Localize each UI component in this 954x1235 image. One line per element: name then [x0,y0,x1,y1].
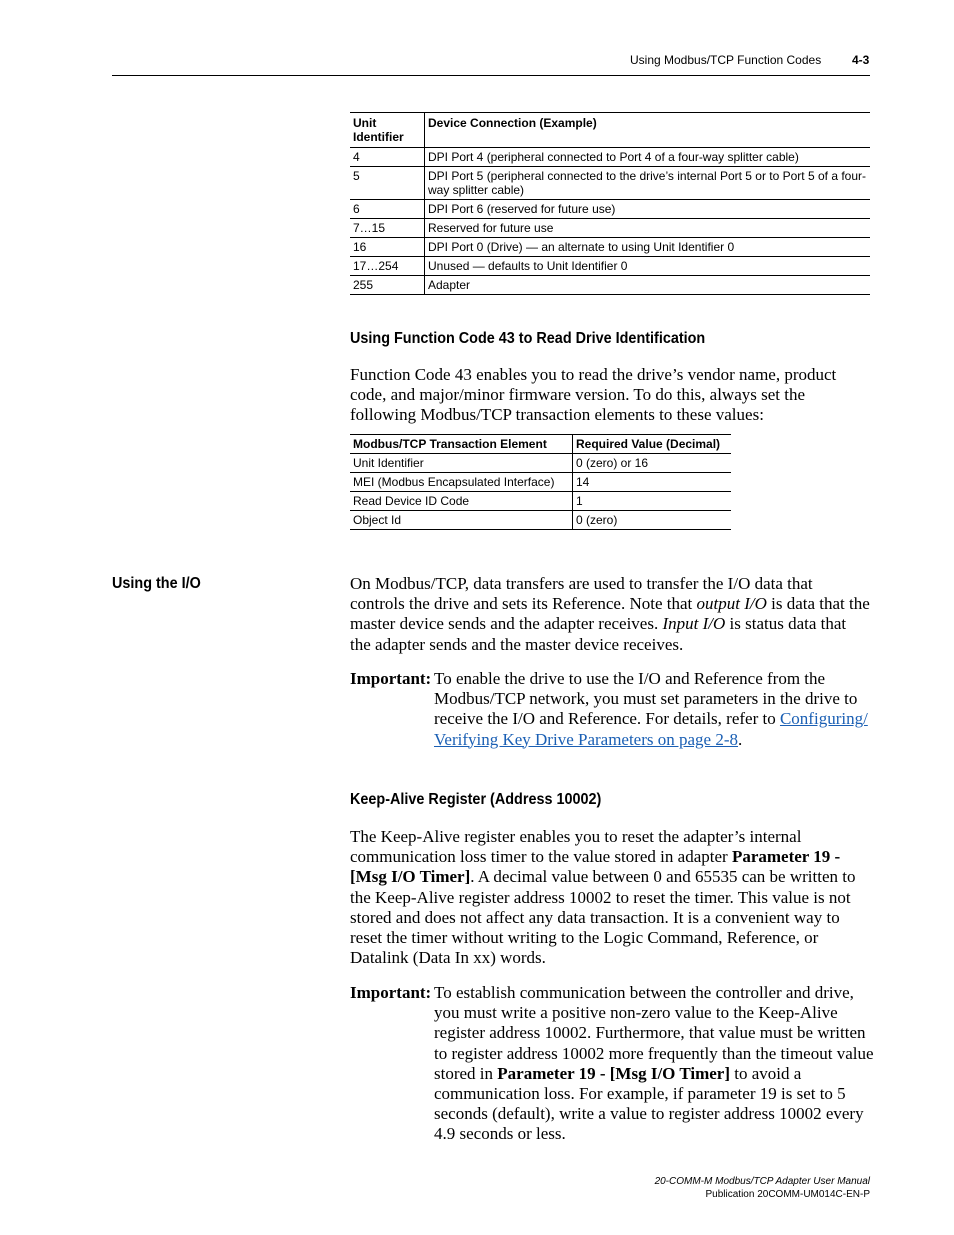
running-header-title: Using Modbus/TCP Function Codes [630,53,822,67]
table-row [350,492,731,511]
footer-publication-number: Publication 20COMM-UM014C-EN-P [705,1189,870,1200]
table-cell: Unit Identifier [350,454,573,473]
table-cell: 0 (zero) or 16 [576,456,649,470]
function-code-43-paragraph: Function Code 43 enables you to read the drive’s vendor name, product code, and major/minor firmware version. To do this, always set the following Modbus/TCP transaction elements to these values: [350,365,837,425]
table-row [350,276,870,295]
important-note-io [350,669,876,753]
parameter-reference: Parameter 19 - [Msg I/O Timer] [497,1063,731,1083]
configuring-key-drive-parameters-link[interactable]: Configuring/ Verifying Key Drive Parameters on page 2-8 [434,709,868,749]
table-row [350,238,870,257]
table-cell: 0 (zero) [576,513,618,527]
table-cell: 4 [350,148,425,167]
table-header-cell: Unit Identifier [350,113,425,148]
table-header-row [350,113,870,148]
table-cell: 17…254 [350,257,425,276]
text-run: The Keep-Alive register enables you to reset the adapter’s internal communication loss timer to the value stored in adapter [350,827,802,867]
table-cell: DPI Port 5 (peripheral connected to the drive’s internal Port 5 or to Port 5 of a four-way splitter cable) [428,169,867,197]
section-heading-function-code-43: Using Function Code 43 to Read Drive Identification [350,330,706,347]
table-cell: MEI (Modbus Encapsulated Interface) [350,473,573,492]
table-cell: Reserved for future use [428,221,554,235]
table-cell: 16 [350,238,425,257]
text-run: . [738,729,743,749]
table-header-cell: Modbus/TCP Transaction Element [350,435,573,454]
table-header-cell: Required Value (Decimal) [576,437,721,451]
emphasis-output-io: output I/O [696,594,767,614]
table-row [350,148,870,167]
table-row [350,167,870,200]
table-cell: 6 [350,200,425,219]
important-label: Important: [350,669,432,688]
section-heading-using-io: Using the I/O [112,575,201,592]
table-cell: 14 [576,475,590,489]
table-cell: 5 [350,167,425,200]
text-run: To establish communication between the controller and drive, you must write a positive non-zero value to the Keep-Alive register address 10002. Furthermore, that value must be written to register address 10002 more frequently than the timeout value stored in [434,983,874,1083]
table-header-row [350,435,731,454]
header-rule [112,75,870,76]
table-row [350,511,731,530]
table-cell: DPI Port 0 (Drive) — an alternate to using Unit Identifier 0 [428,240,735,254]
table-cell: 255 [350,276,425,295]
text-run: is status data that the adapter sends and the master device receives. [350,614,847,654]
parameter-reference: Parameter 19 - [Msg I/O Timer] [350,847,841,887]
using-io-paragraph [350,574,870,655]
section-heading-keep-alive: Keep-Alive Register (Address 10002) [350,791,602,808]
text-run: is data that the master device sends and the adapter receives. [350,594,870,634]
table-cell: DPI Port 6 (reserved for future use) [428,202,616,216]
important-note-keep-alive [350,983,876,1148]
important-text [434,669,876,750]
unit-identifier-table [350,112,870,295]
table-row [350,219,870,238]
text-run: On Modbus/TCP, data transfers are used to transfer the I/O data that controls the drive and sets its Reference. Note that [350,574,813,614]
table-cell: Read Device ID Code [350,492,573,511]
emphasis-input-io: Input I/O [662,614,726,634]
table-cell: Adapter [428,278,471,292]
page-number: 4-3 [852,53,870,67]
table-row [350,257,870,276]
table-row [350,454,731,473]
transaction-elements-table [350,434,731,530]
text-run: To enable the drive to use the I/O and Reference from the Modbus/TCP network, you must set parameters in the drive to receive the I/O and Reference. For details, refer to [434,669,858,729]
table-cell: 7…15 [350,219,425,238]
table-cell: Unused — defaults to Unit Identifier 0 [428,259,628,273]
table-row [350,200,870,219]
table-cell: 1 [576,494,583,508]
table-cell: Object Id [350,511,573,530]
table-row [350,473,731,492]
text-run: . A decimal value between 0 and 65535 can be written to the Keep-Alive register address 10002 to reset the timer. This value is not stored and does not affect any data transaction. It is a convenient way to reset the timer without writing to the Logic Command, Reference, or Datalink (Data In xx) words. [350,867,856,968]
important-label: Important: [350,983,432,1002]
keep-alive-paragraph [350,827,870,968]
text-run: to avoid a communication loss. For example, if parameter 19 is set to 5 seconds (default), write a value to register address 10002 every 4.9 seconds or less. [434,1063,864,1144]
footer-manual-title: 20-COMM-M Modbus/TCP Adapter User Manual [654,1176,870,1187]
table-cell: DPI Port 4 (peripheral connected to Port 4 of a four-way splitter cable) [428,150,799,164]
important-text [434,983,876,1145]
table-header-cell: Device Connection (Example) [428,116,597,130]
